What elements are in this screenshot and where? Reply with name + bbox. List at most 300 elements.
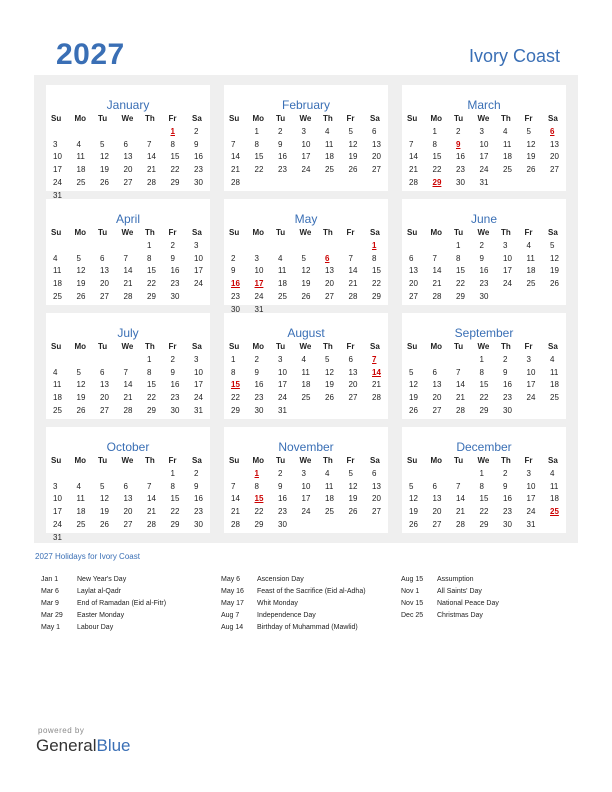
day-cell[interactable]: 7 <box>123 253 128 263</box>
day-cell[interactable]: 20 <box>123 507 133 517</box>
day-cell[interactable]: 12 <box>100 152 109 162</box>
day-cell[interactable]: 23 <box>479 279 489 289</box>
day-cell[interactable]: 7 <box>432 253 437 263</box>
day-cell[interactable]: 21 <box>348 279 358 289</box>
day-cell[interactable]: 30 <box>278 519 287 529</box>
day-cell[interactable]: 19 <box>325 380 334 390</box>
day-cell[interactable]: 22 <box>147 393 156 403</box>
day-cell[interactable]: 27 <box>123 177 133 187</box>
day-cell[interactable]: 16 <box>254 380 264 390</box>
day-cell[interactable]: 8 <box>170 481 175 491</box>
day-cell[interactable]: 27 <box>409 291 418 301</box>
day-cell[interactable]: 18 <box>550 380 559 390</box>
day-cell[interactable]: 6 <box>123 139 128 149</box>
day-cell[interactable]: 11 <box>503 139 512 149</box>
day-cell[interactable]: 20 <box>550 152 559 162</box>
day-cell[interactable]: 24 <box>526 507 536 517</box>
day-cell[interactable]: 16 <box>503 380 512 390</box>
day-cell[interactable]: 9 <box>456 139 461 149</box>
day-cell[interactable]: 20 <box>432 507 442 517</box>
day-cell[interactable]: 13 <box>348 367 358 377</box>
day-cell[interactable]: 4 <box>550 355 555 364</box>
day-cell[interactable]: 7 <box>456 481 461 491</box>
day-cell[interactable]: 8 <box>147 367 152 377</box>
day-cell[interactable]: 15 <box>170 494 180 504</box>
day-cell[interactable]: 3 <box>254 253 259 263</box>
day-cell[interactable]: 1 <box>479 469 484 478</box>
day-cell[interactable]: 23 <box>194 507 203 517</box>
day-cell[interactable]: 18 <box>325 152 334 162</box>
day-cell[interactable]: 6 <box>372 127 377 136</box>
day-cell[interactable]: 24 <box>194 279 203 289</box>
day-cell[interactable]: 10 <box>53 152 62 162</box>
day-cell[interactable]: 14 <box>456 380 465 390</box>
day-cell[interactable]: 28 <box>348 291 358 301</box>
day-cell[interactable]: 23 <box>254 393 264 403</box>
day-cell[interactable]: 8 <box>231 367 236 377</box>
day-cell[interactable]: 4 <box>325 127 330 136</box>
day-cell[interactable]: 16 <box>278 494 287 504</box>
day-cell[interactable]: 25 <box>550 393 559 403</box>
day-cell[interactable]: 7 <box>372 355 377 364</box>
day-cell[interactable]: 29 <box>147 405 156 415</box>
day-cell[interactable]: 24 <box>194 393 203 403</box>
day-cell[interactable]: 28 <box>231 177 240 187</box>
day-cell[interactable]: 1 <box>432 127 437 136</box>
day-cell[interactable]: 6 <box>432 367 437 377</box>
day-cell[interactable]: 31 <box>526 519 536 529</box>
day-cell[interactable]: 21 <box>432 279 442 289</box>
day-cell[interactable]: 27 <box>325 291 334 301</box>
day-cell[interactable]: 3 <box>503 241 508 250</box>
day-cell[interactable]: 15 <box>170 152 180 162</box>
day-cell[interactable]: 15 <box>479 494 489 504</box>
day-cell[interactable]: 31 <box>254 304 264 314</box>
day-cell[interactable]: 12 <box>100 494 109 504</box>
day-cell[interactable]: 12 <box>409 494 418 504</box>
day-cell[interactable]: 26 <box>348 507 358 517</box>
day-cell[interactable]: 27 <box>372 165 381 175</box>
day-cell[interactable]: 11 <box>526 253 535 263</box>
day-cell[interactable]: 13 <box>123 152 133 162</box>
day-cell[interactable]: 12 <box>526 139 536 149</box>
day-cell[interactable]: 2 <box>170 355 175 364</box>
day-cell[interactable]: 17 <box>278 380 287 390</box>
day-cell[interactable]: 9 <box>278 139 283 149</box>
day-cell[interactable]: 14 <box>123 266 133 276</box>
day-cell[interactable]: 30 <box>254 405 264 415</box>
day-cell[interactable]: 26 <box>100 177 109 187</box>
day-cell[interactable]: 25 <box>301 393 311 403</box>
day-cell[interactable]: 13 <box>100 380 109 390</box>
day-cell[interactable]: 9 <box>503 481 508 491</box>
day-cell[interactable]: 20 <box>123 165 133 175</box>
day-cell[interactable]: 18 <box>53 393 62 403</box>
day-cell[interactable]: 14 <box>231 494 240 504</box>
day-cell[interactable]: 13 <box>550 139 559 149</box>
day-cell[interactable]: 1 <box>254 469 259 478</box>
day-cell[interactable]: 20 <box>409 279 418 289</box>
day-cell[interactable]: 28 <box>409 177 418 187</box>
day-cell[interactable]: 6 <box>325 253 330 263</box>
day-cell[interactable]: 11 <box>325 139 334 149</box>
day-cell[interactable]: 28 <box>123 291 133 301</box>
day-cell[interactable]: 7 <box>409 139 414 149</box>
day-cell[interactable]: 7 <box>456 367 461 377</box>
day-cell[interactable]: 7 <box>123 367 128 377</box>
day-cell[interactable]: 30 <box>503 405 512 415</box>
day-cell[interactable]: 23 <box>503 507 512 517</box>
day-cell[interactable]: 18 <box>76 507 86 517</box>
day-cell[interactable]: 29 <box>170 519 180 529</box>
day-cell[interactable]: 3 <box>301 127 306 136</box>
day-cell[interactable]: 4 <box>503 127 508 136</box>
day-cell[interactable]: 1 <box>231 355 236 364</box>
day-cell[interactable]: 20 <box>100 279 109 289</box>
day-cell[interactable]: 25 <box>325 507 334 517</box>
day-cell[interactable]: 7 <box>147 139 152 149</box>
day-cell[interactable]: 9 <box>194 139 199 149</box>
day-cell[interactable]: 9 <box>170 253 175 263</box>
day-cell[interactable]: 1 <box>372 241 377 250</box>
day-cell[interactable]: 29 <box>147 291 156 301</box>
day-cell[interactable]: 7 <box>147 481 152 491</box>
day-cell[interactable]: 11 <box>76 152 85 162</box>
day-cell[interactable]: 28 <box>372 393 381 403</box>
day-cell[interactable]: 25 <box>550 507 559 517</box>
day-cell[interactable]: 26 <box>409 405 418 415</box>
day-cell[interactable]: 4 <box>53 253 58 263</box>
day-cell[interactable]: 31 <box>53 190 62 200</box>
day-cell[interactable]: 24 <box>53 177 62 187</box>
day-cell[interactable]: 18 <box>53 279 62 289</box>
day-cell[interactable]: 6 <box>100 253 105 263</box>
day-cell[interactable]: 19 <box>76 279 86 289</box>
day-cell[interactable]: 29 <box>231 405 240 415</box>
day-cell[interactable]: 1 <box>479 355 484 364</box>
day-cell[interactable]: 20 <box>432 393 442 403</box>
day-cell[interactable]: 4 <box>550 469 555 478</box>
day-cell[interactable]: 10 <box>503 253 512 263</box>
day-cell[interactable]: 7 <box>348 253 353 263</box>
day-cell[interactable]: 4 <box>526 241 531 250</box>
day-cell[interactable]: 11 <box>550 367 559 377</box>
day-cell[interactable]: 20 <box>372 494 381 504</box>
day-cell[interactable]: 26 <box>348 165 358 175</box>
day-cell[interactable]: 21 <box>231 507 240 517</box>
day-cell[interactable]: 1 <box>254 127 259 136</box>
day-cell[interactable]: 27 <box>432 405 442 415</box>
day-cell[interactable]: 11 <box>76 494 85 504</box>
day-cell[interactable]: 12 <box>325 367 334 377</box>
day-cell[interactable]: 26 <box>526 165 536 175</box>
day-cell[interactable]: 22 <box>147 279 156 289</box>
day-cell[interactable]: 15 <box>147 266 156 276</box>
day-cell[interactable]: 25 <box>325 165 334 175</box>
day-cell[interactable]: 9 <box>503 367 508 377</box>
day-cell[interactable]: 11 <box>325 481 334 491</box>
day-cell[interactable]: 27 <box>348 393 358 403</box>
day-cell[interactable]: 2 <box>278 469 283 478</box>
day-cell[interactable]: 6 <box>372 469 377 478</box>
day-cell[interactable]: 3 <box>53 481 58 491</box>
day-cell[interactable]: 5 <box>100 139 105 149</box>
day-cell[interactable]: 24 <box>254 291 264 301</box>
day-cell[interactable]: 15 <box>254 152 264 162</box>
day-cell[interactable]: 30 <box>194 519 203 529</box>
day-cell[interactable]: 4 <box>278 253 283 263</box>
day-cell[interactable]: 27 <box>372 507 381 517</box>
day-cell[interactable]: 11 <box>278 266 287 276</box>
day-cell[interactable]: 3 <box>194 241 199 250</box>
day-cell[interactable]: 4 <box>301 355 306 364</box>
day-cell[interactable]: 3 <box>301 469 306 478</box>
day-cell[interactable]: 2 <box>503 355 508 364</box>
day-cell[interactable]: 17 <box>194 266 203 276</box>
day-cell[interactable]: 15 <box>432 152 442 162</box>
day-cell[interactable]: 29 <box>432 177 442 187</box>
day-cell[interactable]: 22 <box>170 507 180 517</box>
day-cell[interactable]: 31 <box>479 177 489 187</box>
day-cell[interactable]: 16 <box>231 279 240 289</box>
day-cell[interactable]: 18 <box>325 494 334 504</box>
day-cell[interactable]: 28 <box>456 519 465 529</box>
day-cell[interactable]: 24 <box>526 393 536 403</box>
day-cell[interactable]: 10 <box>194 253 203 263</box>
day-cell[interactable]: 2 <box>503 469 508 478</box>
day-cell[interactable]: 30 <box>170 291 180 301</box>
day-cell[interactable]: 13 <box>372 481 381 491</box>
day-cell[interactable]: 6 <box>432 481 437 491</box>
day-cell[interactable]: 25 <box>53 405 62 415</box>
day-cell[interactable]: 25 <box>76 519 86 529</box>
day-cell[interactable]: 25 <box>503 165 512 175</box>
day-cell[interactable]: 21 <box>231 165 240 175</box>
day-cell[interactable]: 10 <box>194 367 203 377</box>
day-cell[interactable]: 5 <box>550 241 555 250</box>
day-cell[interactable]: 1 <box>147 241 152 250</box>
day-cell[interactable]: 26 <box>100 519 109 529</box>
day-cell[interactable]: 19 <box>76 393 86 403</box>
day-cell[interactable]: 17 <box>301 494 311 504</box>
day-cell[interactable]: 23 <box>170 279 180 289</box>
day-cell[interactable]: 12 <box>76 266 86 276</box>
day-cell[interactable]: 4 <box>53 367 58 377</box>
day-cell[interactable]: 6 <box>550 127 555 136</box>
day-cell[interactable]: 21 <box>147 165 156 175</box>
day-cell[interactable]: 12 <box>348 481 358 491</box>
day-cell[interactable]: 9 <box>231 266 236 276</box>
day-cell[interactable]: 17 <box>53 165 62 175</box>
day-cell[interactable]: 5 <box>409 481 414 491</box>
day-cell[interactable]: 16 <box>278 152 287 162</box>
day-cell[interactable]: 28 <box>147 177 156 187</box>
day-cell[interactable]: 22 <box>170 165 180 175</box>
day-cell[interactable]: 12 <box>301 266 311 276</box>
day-cell[interactable]: 17 <box>503 266 512 276</box>
day-cell[interactable]: 23 <box>231 291 240 301</box>
day-cell[interactable]: 13 <box>325 266 334 276</box>
day-cell[interactable]: 30 <box>170 405 180 415</box>
day-cell[interactable]: 6 <box>123 481 128 491</box>
day-cell[interactable]: 10 <box>53 494 62 504</box>
day-cell[interactable]: 27 <box>100 291 109 301</box>
day-cell[interactable]: 18 <box>526 266 536 276</box>
day-cell[interactable]: 18 <box>503 152 512 162</box>
day-cell[interactable]: 18 <box>550 494 559 504</box>
day-cell[interactable]: 16 <box>479 266 489 276</box>
day-cell[interactable]: 6 <box>348 355 353 364</box>
day-cell[interactable]: 19 <box>526 152 536 162</box>
day-cell[interactable]: 17 <box>301 152 311 162</box>
day-cell[interactable]: 26 <box>325 393 334 403</box>
day-cell[interactable]: 8 <box>147 253 152 263</box>
day-cell[interactable]: 5 <box>76 253 81 263</box>
day-cell[interactable]: 23 <box>456 165 465 175</box>
day-cell[interactable]: 15 <box>231 380 240 390</box>
day-cell[interactable]: 23 <box>503 393 512 403</box>
day-cell[interactable]: 24 <box>301 507 311 517</box>
day-cell[interactable]: 22 <box>479 507 489 517</box>
day-cell[interactable]: 30 <box>456 177 465 187</box>
day-cell[interactable]: 1 <box>170 469 175 478</box>
day-cell[interactable]: 10 <box>301 139 311 149</box>
day-cell[interactable]: 20 <box>348 380 358 390</box>
day-cell[interactable]: 8 <box>372 253 377 263</box>
day-cell[interactable]: 24 <box>53 519 62 529</box>
day-cell[interactable]: 24 <box>479 165 489 175</box>
day-cell[interactable]: 30 <box>194 177 203 187</box>
day-cell[interactable]: 2 <box>254 355 259 364</box>
day-cell[interactable]: 17 <box>526 494 536 504</box>
day-cell[interactable]: 19 <box>409 507 418 517</box>
day-cell[interactable]: 18 <box>278 279 287 289</box>
day-cell[interactable]: 14 <box>409 152 418 162</box>
day-cell[interactable]: 15 <box>479 380 489 390</box>
day-cell[interactable]: 29 <box>372 291 381 301</box>
day-cell[interactable]: 19 <box>550 266 559 276</box>
day-cell[interactable]: 10 <box>526 481 536 491</box>
day-cell[interactable]: 27 <box>123 519 133 529</box>
day-cell[interactable]: 13 <box>409 266 418 276</box>
day-cell[interactable]: 14 <box>147 152 156 162</box>
day-cell[interactable]: 2 <box>479 241 484 250</box>
day-cell[interactable]: 21 <box>456 507 465 517</box>
day-cell[interactable]: 20 <box>100 393 109 403</box>
day-cell[interactable]: 10 <box>254 266 264 276</box>
day-cell[interactable]: 2 <box>456 127 461 136</box>
day-cell[interactable]: 24 <box>503 279 512 289</box>
day-cell[interactable]: 17 <box>194 380 203 390</box>
day-cell[interactable]: 1 <box>456 241 461 250</box>
day-cell[interactable]: 22 <box>456 279 465 289</box>
day-cell[interactable]: 9 <box>479 253 484 263</box>
day-cell[interactable]: 21 <box>456 393 465 403</box>
day-cell[interactable]: 1 <box>170 127 175 136</box>
day-cell[interactable]: 11 <box>53 266 62 276</box>
day-cell[interactable]: 8 <box>432 139 437 149</box>
day-cell[interactable]: 15 <box>147 380 156 390</box>
day-cell[interactable]: 6 <box>409 253 414 263</box>
day-cell[interactable]: 5 <box>526 127 531 136</box>
day-cell[interactable]: 22 <box>479 393 489 403</box>
day-cell[interactable]: 30 <box>503 519 512 529</box>
day-cell[interactable]: 28 <box>147 519 156 529</box>
day-cell[interactable]: 17 <box>53 507 62 517</box>
day-cell[interactable]: 11 <box>301 367 310 377</box>
day-cell[interactable]: 2 <box>194 127 199 136</box>
day-cell[interactable]: 29 <box>170 177 180 187</box>
day-cell[interactable]: 17 <box>479 152 489 162</box>
day-cell[interactable]: 14 <box>147 494 156 504</box>
day-cell[interactable]: 21 <box>372 380 381 390</box>
day-cell[interactable]: 14 <box>348 266 358 276</box>
day-cell[interactable]: 18 <box>301 380 311 390</box>
day-cell[interactable]: 13 <box>123 494 133 504</box>
day-cell[interactable]: 9 <box>170 367 175 377</box>
day-cell[interactable]: 13 <box>372 139 381 149</box>
day-cell[interactable]: 26 <box>76 405 86 415</box>
day-cell[interactable]: 5 <box>348 469 353 478</box>
day-cell[interactable]: 10 <box>301 481 311 491</box>
day-cell[interactable]: 29 <box>479 405 489 415</box>
day-cell[interactable]: 15 <box>254 494 264 504</box>
day-cell[interactable]: 11 <box>53 380 62 390</box>
day-cell[interactable]: 14 <box>231 152 240 162</box>
day-cell[interactable]: 8 <box>254 481 259 491</box>
day-cell[interactable]: 21 <box>123 393 133 403</box>
day-cell[interactable]: 4 <box>76 481 81 491</box>
day-cell[interactable]: 16 <box>170 266 180 276</box>
day-cell[interactable]: 30 <box>479 291 489 301</box>
day-cell[interactable]: 2 <box>194 469 199 478</box>
day-cell[interactable]: 9 <box>194 481 199 491</box>
day-cell[interactable]: 5 <box>100 481 105 491</box>
day-cell[interactable]: 22 <box>432 165 442 175</box>
day-cell[interactable]: 16 <box>194 494 203 504</box>
day-cell[interactable]: 3 <box>479 127 484 136</box>
day-cell[interactable]: 27 <box>550 165 559 175</box>
day-cell[interactable]: 27 <box>100 405 109 415</box>
day-cell[interactable]: 2 <box>170 241 175 250</box>
day-cell[interactable]: 25 <box>526 279 536 289</box>
day-cell[interactable]: 8 <box>254 139 259 149</box>
day-cell[interactable]: 19 <box>348 152 358 162</box>
day-cell[interactable]: 17 <box>254 279 264 289</box>
day-cell[interactable]: 13 <box>100 266 109 276</box>
day-cell[interactable]: 17 <box>526 380 536 390</box>
day-cell[interactable]: 16 <box>456 152 465 162</box>
day-cell[interactable]: 21 <box>147 507 156 517</box>
day-cell[interactable]: 10 <box>479 139 489 149</box>
day-cell[interactable]: 31 <box>278 405 287 415</box>
day-cell[interactable]: 7 <box>231 481 236 491</box>
day-cell[interactable]: 24 <box>278 393 287 403</box>
day-cell[interactable]: 9 <box>278 481 283 491</box>
day-cell[interactable]: 25 <box>278 291 287 301</box>
day-cell[interactable]: 8 <box>456 253 461 263</box>
day-cell[interactable]: 23 <box>170 393 180 403</box>
day-cell[interactable]: 7 <box>231 139 236 149</box>
day-cell[interactable]: 12 <box>76 380 86 390</box>
day-cell[interactable]: 26 <box>76 291 86 301</box>
day-cell[interactable]: 10 <box>278 367 287 377</box>
day-cell[interactable]: 19 <box>409 393 418 403</box>
day-cell[interactable]: 8 <box>479 367 484 377</box>
day-cell[interactable]: 21 <box>409 165 418 175</box>
day-cell[interactable]: 28 <box>456 405 465 415</box>
day-cell[interactable]: 31 <box>53 532 62 542</box>
